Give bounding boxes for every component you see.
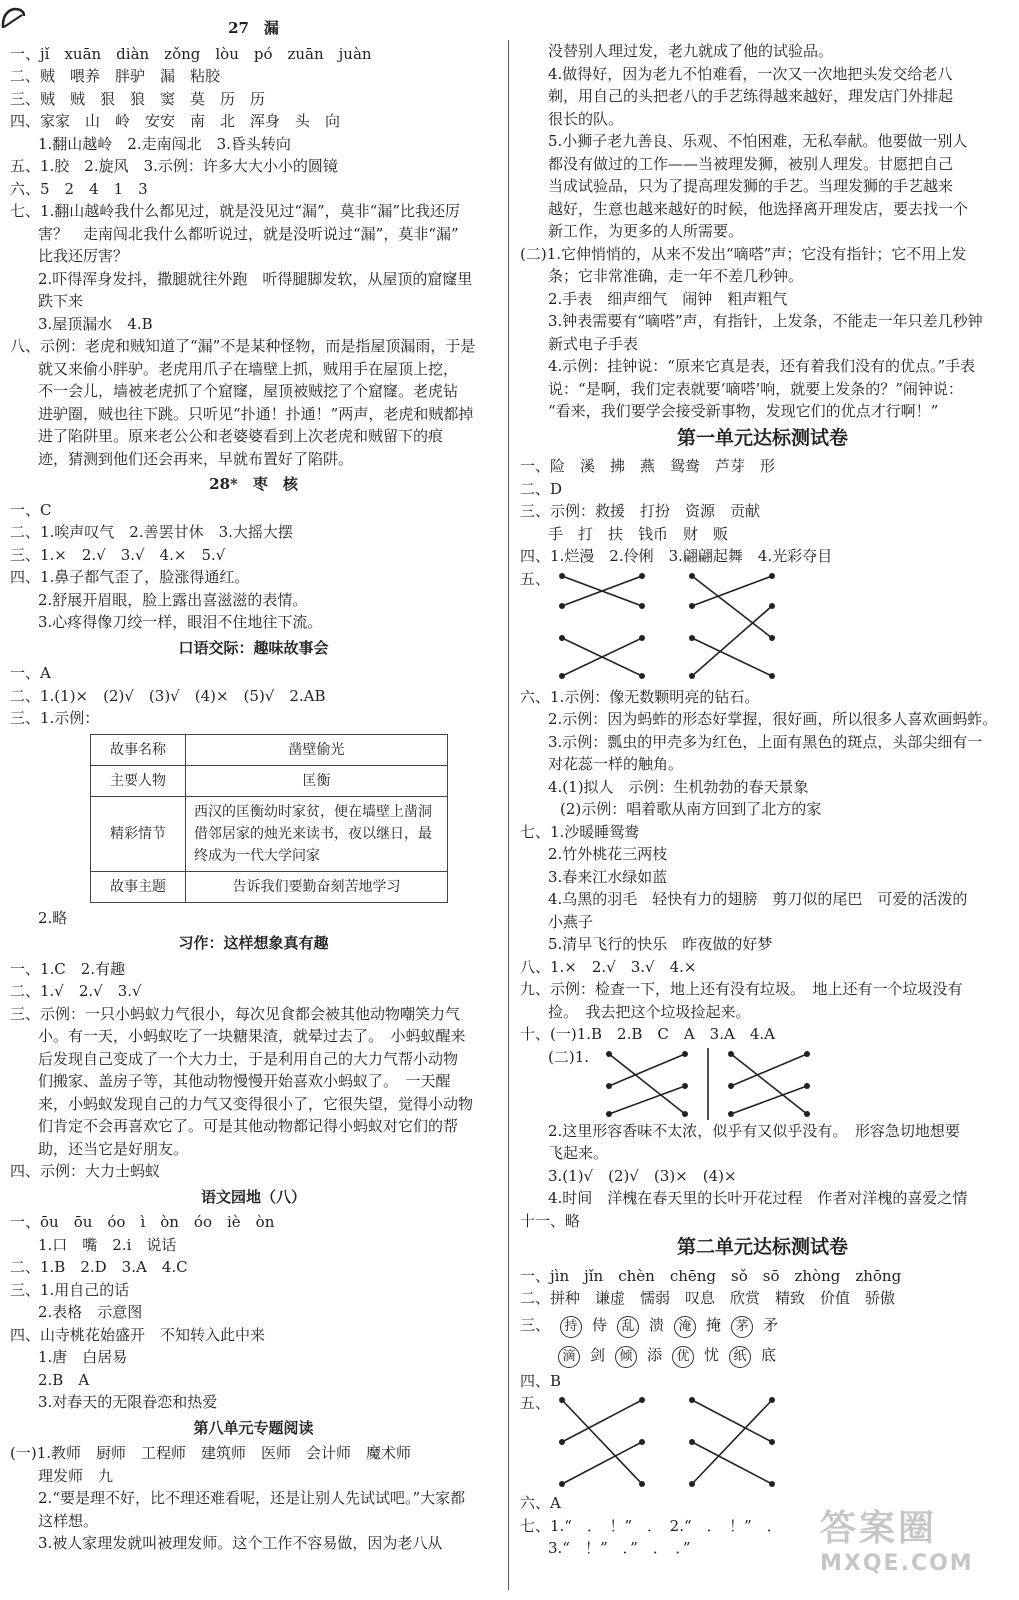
answer-line: 5.清早飞行的快乐 昨夜做的好梦 [548,935,773,953]
answer-line: 六、A [520,1494,561,1512]
answer-line: (一)1.教师 厨师 工程师 建筑师 医师 会计师 魔术师 [10,1444,412,1462]
answer-line: 四、1.鼻子都气歪了，脸涨得通红。 [10,568,250,586]
circled-char: 滴 [558,1346,580,1368]
answer-line: 进驴圈，贼也往下跳。只听见“扑通！扑通！”两声，老虎和贼都掉 [38,404,474,423]
answer-line: (二)1.它伸悄悄的，从来不发出“嘀嗒”声；它没有指针；它不用上发 [520,244,967,263]
answer-line: 3.屋顶漏水 4.B [38,314,153,333]
answer-line: 新式电子手表 [548,334,639,353]
answer-line: 五、 [520,569,551,588]
answer-line: 一、jǐ xuān diàn zǒng lòu pó zuān juàn [10,44,372,63]
answer-line: 一、1.C 2.有趣 [10,959,126,978]
answer-line: 这样想。 [38,1511,99,1530]
answer-line: 十、(一)1.B 2.B C A 3.A 4.A [520,1025,775,1043]
table-cell: 西汉的匡衡幼时家贫，便在墙壁上凿洞借邻居家的烛光来读书，夜以继日，最终成为一代大学问家 [186,796,448,871]
char: 底 [761,1345,777,1364]
answer-line: 进了陷阱里。原来老公公和老婆婆看到上次老虎和贼留下的痕 [38,427,444,445]
watermark-url: MXQE.COM [820,1551,974,1576]
answer-line: 四、B [520,1371,562,1390]
answer-line: 们肯定不会再喜欢它了。可是其他动物都记得小蚂蚁对它们的帮 [38,1117,459,1135]
answer-line: 捡。 我去把这个垃圾捡起来。 [548,1002,751,1021]
answer-line: 越好，生意也越来越好的时候，他选择离开理发店，要去找一个 [548,199,969,218]
answer-line: 三、贼 贼 狠 狼 窦 莫 历 历 [10,89,266,108]
circled-char: 乱 [617,1316,639,1338]
answer-line: 2.表格 示意图 [38,1303,143,1321]
answer-line: 说：“是啊，我们定表就要‘嘀嗒’响，就要上发条的？”闹钟说： [548,379,963,398]
answer-line: 没替别人理过发，老九就成了他的试验品。 [548,42,834,60]
circled-char: 倾 [615,1346,637,1368]
answer-line: 们搬家、盖房子等，其他动物慢慢开始喜欢小蚂蚁了。 一天醒 [38,1072,451,1090]
circled-char: 茅 [731,1316,753,1338]
answer-line: 2.竹外桃花三两枝 [548,845,668,863]
answer-line: 3.心疼得像刀绞一样，眼泪不住地往下流。 [38,613,323,631]
answer-line: 十一、略 [520,1211,581,1230]
answer-line: 理发师 九 [38,1466,114,1485]
char-row [520,1340,1005,1370]
matching-question [520,568,1005,686]
table-cell: 匡衡 [186,765,448,796]
answer-line: 五、 [520,1394,551,1412]
table-row [91,734,448,765]
answer-line: 二、1.唉声叹气 2.善罢甘休 3.大摇大摆 [10,523,293,541]
answer-line: 七、1.“ ． ！” ． 2.“ ． ！” ． [520,1516,782,1535]
answer-line: 四、家家 山 岭 安安 南 北 浑身 头 向 [10,112,341,130]
char-row [520,1310,1005,1340]
answer-line: 就又来偷小胖驴。老虎用爪子在墙壁上抓，贼用手在屋顶上挖， [38,359,459,378]
section-title: 语文园地（八） [200,1187,306,1206]
answer-line: (2)示例：唱着歌从南方回到了北方的家 [560,800,822,818]
section-title: 27 漏 [228,19,279,37]
table-row [91,871,448,902]
answer-line: 2.略 [38,908,68,927]
answer-line: 3.(1)√ (2)√ (3)× (4)× [548,1166,737,1185]
answer-line: 4.时间 洋槐在春天里的长叶开花过程 作者对洋槐的喜爱之情 [548,1189,968,1207]
answer-line: 二、D [520,479,563,498]
answer-line: 新工作，为更多的人所需要。 [548,222,744,240]
answer-line: 1.翻山越岭 2.走南闯北 3.昏头转向 [38,134,291,153]
table-cell: 告诉我们要勤奋刻苦地学习 [186,871,448,902]
char: 添 [647,1345,663,1364]
answer-line: 2.这里形容香味不太浓，似乎有又似乎没有。 形容急切地想要 [548,1121,960,1140]
answer-line: 2.示例：因为蚂蚱的形态好掌握，很好画，所以很多人喜欢画蚂蚱。 [548,710,998,728]
answer-line: 3.被人家理发就叫被理发师。这个工作不容易做，因为老八从 [38,1534,443,1552]
right-column [520,0,1005,1560]
table-cell: 精彩情节 [91,796,186,871]
char: 矛 [763,1315,779,1334]
answer-line: 3.对春天的无限眷恋和热爱 [38,1393,218,1411]
story-table [90,734,448,903]
answer-line: 条；它非常准确，走一年不差几秒钟。 [548,267,804,285]
answer-line: 3.钟表需要有“嘀嗒”声，有指针，上发条，不能走一年只差几秒钟 [548,312,983,330]
answer-line: 一、险 溪 拂 燕 鸳鸯 芦芽 形 [520,457,776,475]
matching-lines-diagram [550,1392,790,1492]
answer-line: 2.“要是理不好，比不理还难看呢，还是让别人先试试吧。”大家都 [38,1489,466,1507]
answer-line: 当成试验品，只为了提高理发狮的手艺。当理发狮的手艺越来 [548,177,954,195]
answer-line: 四、示例：大力士蚂蚁 [10,1162,161,1180]
answer-line: 后发现自己变成了一个大力士，于是利用自己的大力气帮小动物 [38,1049,459,1068]
circled-char: 淹 [674,1316,696,1338]
char: 掩 [706,1315,722,1334]
answer-line: 小燕子 [548,912,594,931]
answer-line: 剃，用自己的头把老八的手艺练得越来越好，理发店门外排起 [548,87,954,105]
answer-line: 四、山寺桃花始盛开 不知转入此中来 [10,1325,266,1344]
answer-line: 4.乌黑的羽毛 轻快有力的翅膀 剪刀似的尾巴 可爱的活泼的 [548,890,968,908]
section-title: 第一单元达标测试卷 [676,426,848,449]
answer-line: 1.唐 白居易 [38,1348,128,1366]
table-cell: 主要人物 [91,765,186,796]
table-row [91,796,448,871]
answer-line: 八、示例：老虎和贼知道了“漏”不是某种怪物，而是指屋顶漏雨，于是 [10,337,476,355]
answer-line: “看来，我们要学会接受新事物，发现它们的优点才行啊！” [548,402,939,420]
answer-line: 飞起来。 [548,1144,609,1162]
answer-line: 很长的队。 [548,109,624,128]
answer-line: 三、 [520,1315,551,1334]
matching-question [520,1046,1005,1120]
answer-line: 迹，猜测到他们还会再来，早就布置好了陷阱。 [38,449,354,468]
char: 侍 [592,1315,608,1334]
answer-line: 2.手表 细声细气 闹钟 粗声粗气 [548,289,788,308]
answer-line: (二)1. [548,1047,590,1066]
answer-line: 手 打 扶 钱币 财 贩 [548,524,729,543]
char: 剑 [590,1345,606,1364]
answer-line: 4.做得好，因为老九不怕难看，一次又一次地把头发交给老八 [548,64,953,83]
matching-question [520,1392,1005,1492]
section-title: 第八单元专题阅读 [193,1418,314,1437]
answer-line: 五、1.胶 2.旋风 3.示例：许多大大小小的圆镜 [10,157,338,175]
answer-line: 一、C [10,500,52,519]
watermark-text: 答案圈 [820,1508,938,1549]
answer-line: 三、示例：救援 打扮 资源 贡献 [520,502,761,520]
answer-line: 小。有一天，小蚂蚁吃了一块糖果渣，就晕过去了。 小蚂蚁醒来 [38,1027,466,1045]
matching-lines-diagram [589,1046,829,1120]
table-cell: 故事主题 [91,871,186,902]
answer-line: 二、1.(1)× (2)√ (3)√ (4)× (5)√ 2.AB [10,686,326,705]
answer-line: 二、拼种 谦虚 懦弱 叹息 欣赏 精致 价值 骄傲 [520,1289,896,1307]
section-title: 习作：这样想象真有趣 [178,934,329,952]
answer-line: 七、1.沙暖睡鸳鸯 [520,822,640,841]
answer-line: 一、jìn jǐn chèn chēng sǒ sō zhòng zhōng [520,1266,902,1285]
answer-line: 4.示例：挂钟说：“原来它真是表，还有着我们没有的优点。”手表 [548,357,976,375]
answer-line: 六、1.示例：像无数颗明亮的钻石。 [520,687,760,706]
answer-line: 二、贼 喂养 胖驴 漏 粘胶 [10,67,221,85]
answer-line: 4.(1)拟人 示例：生机勃勃的春天景象 [548,777,809,796]
answer-line: 来，小蚂蚁发现自己的力气又变得很小了，它很失望，觉得小动物 [38,1094,474,1113]
answer-line: 3.“ ！” ．” ． ．” [548,1539,691,1557]
circled-char: 持 [560,1316,582,1338]
answer-line: 二、1.B 2.D 3.A 4.C [10,1258,188,1276]
section-title: 第二单元达标测试卷 [676,1236,848,1258]
section-title: 28* 枣 核 [209,475,298,493]
answer-line: 比我还厉害？ [38,247,129,265]
answer-line: 四、1.烂漫 2.伶俐 3.翩翩起舞 4.光彩夺目 [520,547,833,565]
answer-line: 助，还当它是好朋友。 [38,1139,189,1158]
column-divider [508,40,509,1590]
left-column [10,0,497,1555]
matching-lines-diagram [550,568,810,686]
answer-line: 一、A [10,664,51,682]
answer-line: 跌下来 [38,292,84,310]
answer-line: 害？ 走南闯北我什么都听说过，就是没听说过“漏”，莫非“漏” [38,224,459,243]
answer-line: 2.吓得浑身发抖，撒腿就往外跑 听得腿脚发软，从屋顶的窟窿里 [38,269,473,288]
answer-line: 三、1.× 2.√ 3.√ 4.× 5.√ [10,545,226,564]
answer-line: 2.B A [38,1370,90,1389]
answer-line: 对花蕊一样的触角。 [548,755,684,773]
answer-line: 九、示例：检查一下，地上还有没有垃圾。 地上还有一个垃圾没有 [520,980,963,998]
char: 忧 [704,1345,720,1364]
answer-line: 3.春来江水绿如蓝 [548,867,668,886]
char: 溃 [649,1315,665,1334]
answer-line: 1.口 嘴 2.i 说话 [38,1235,177,1254]
answer-line: 八、1.× 2.√ 3.√ 4.× [520,957,697,976]
answer-line: 一、ōu ōu óo ì òn óo iè òn [10,1213,275,1231]
answer-line: 三、1.用自己的话 [10,1280,130,1299]
table-cell: 故事名称 [91,734,186,765]
section-title: 口语交际：趣味故事会 [178,638,329,657]
answer-line: 三、1.示例： [10,709,100,727]
answer-line: 都没有做过的工作——当被理发狮，被别人理发。甘愿把自己 [548,154,954,173]
answer-line: 二、1.√ 2.√ 3.√ [10,982,142,1000]
watermark [820,1500,1000,1590]
answer-line: 3.示例：瓢虫的甲壳多为红色，上面有黑色的斑点，头部尖细有一 [548,732,983,751]
circled-char: 纸 [729,1346,751,1368]
circled-char: 优 [672,1346,694,1368]
table-row [91,765,448,796]
answer-line: 2.舒展开眉眼，脸上露出喜滋滋的表情。 [38,590,308,609]
table-cell: 凿壁偷光 [186,734,448,765]
answer-line: 七、1.翻山越岭我什么都见过，就是没见过“漏”，莫非“漏”比我还厉 [10,202,460,220]
answer-line: 5.小狮子老九善良、乐观、不怕困难，无私奉献。他要做一别人 [548,132,968,150]
answer-line: 不一会儿，墙被老虎抓了个窟窿，屋顶被贼挖了个窟窿。老虎钻 [38,382,459,400]
answer-line: 三、示例：一只小蚂蚁力气很小，每次见食都会被其他动物嘲笑力气 [10,1004,461,1023]
answer-line: 六、5 2 4 1 3 [10,179,148,198]
